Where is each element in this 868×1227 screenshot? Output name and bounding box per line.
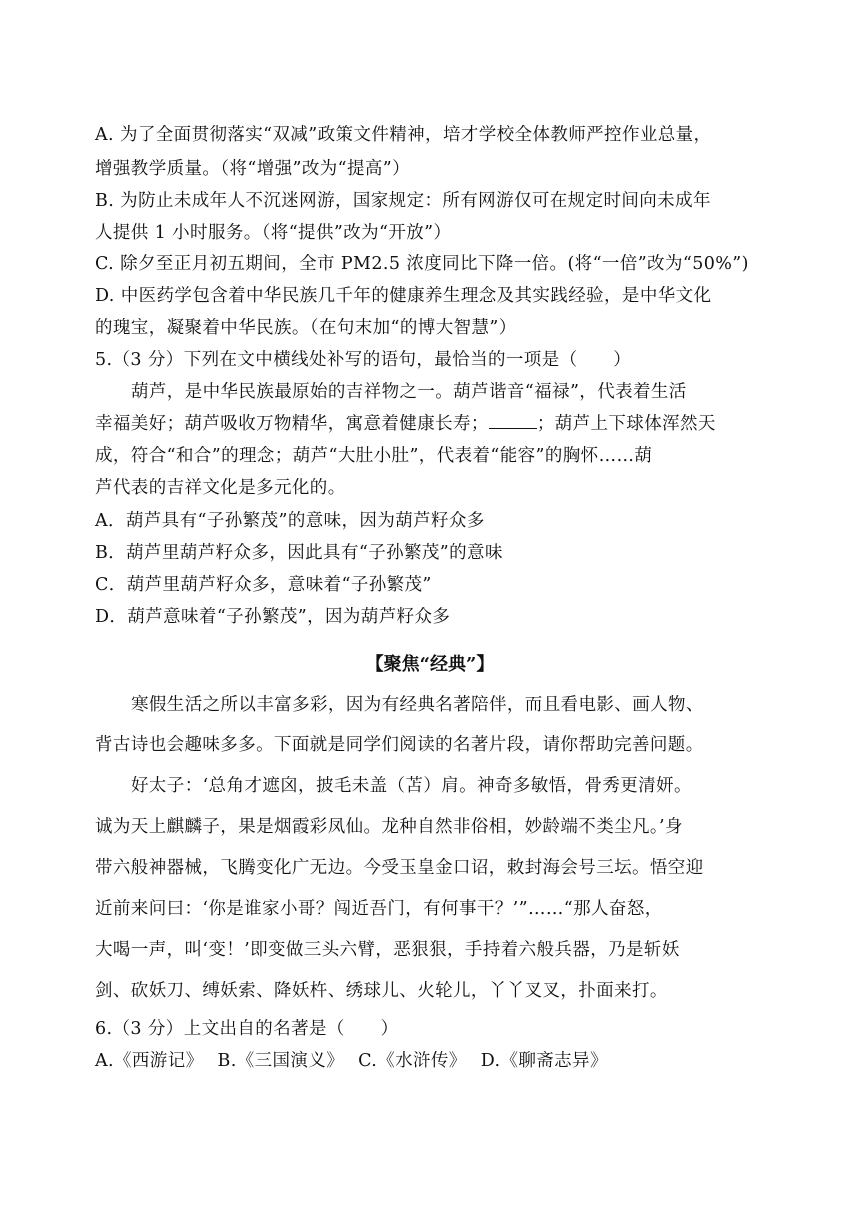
excerpt-line3: 带六般神器械，飞腾变化广无边。今受玉皇金口诏，敕封海会号三坛。悟空迎	[95, 858, 704, 878]
q5-passage-line3: 成，符合“和合”的理念；葫芦“大肚小肚”，代表着“能容”的胸怀……葫	[95, 446, 653, 466]
q4-option-a-line1: A. 为了全面贯彻落实“双减”政策文件精神，培才学校全体教师严控作业总量，	[95, 125, 712, 145]
q5-passage-line2-before: 幸福美好；葫芦吸收万物精华，寓意着健康长寿；	[95, 414, 489, 434]
q5-passage-line1: 葫芦，是中华民族最原始的吉祥物之一。葫芦谐音“福禄”，代表着生活	[131, 382, 687, 402]
q4-option-a-line2: 增强教学质量。（将“增强”改为“提高”）	[95, 159, 411, 179]
q5-option-b: B．葫芦里葫芦籽众多，因此具有“子孙繁茂”的意味	[95, 543, 503, 563]
q6-stem: 6.（3 分）上文出自的名著是（ ）	[95, 1019, 399, 1039]
q6-option-d: D.《聊斋志异》	[480, 1051, 608, 1071]
intro-line1: 寒假生活之所以丰富多彩，因为有经典名著陪伴，而且看电影、画人物、	[131, 695, 704, 715]
q5-passage-line4: 芦代表的吉祥文化是多元化的。	[95, 478, 346, 498]
q4-option-d-line2: 的瑰宝，凝聚着中华民族。（在句末加“的博大智慧”）	[95, 318, 517, 338]
intro-line2: 背古诗也会趣味多多。下面就是同学们阅读的名著片段，请你帮助完善问题。	[95, 735, 704, 755]
q6-option-a: A.《西游记》	[95, 1051, 204, 1071]
excerpt-line6: 剑、砍妖刀、缚妖索、降妖杵、绣球儿、火轮儿，丫丫叉叉，扑面来打。	[95, 981, 668, 1001]
q5-option-d: D．葫芦意味着“子孙繁茂”，因为葫芦籽众多	[95, 607, 451, 627]
q5-option-a: A．葫芦具有“子孙繁茂”的意味，因为葫芦籽众多	[95, 511, 485, 531]
excerpt-line1: 好太子：‘总角才遮囟，披毛未盖（苫）肩。神奇多敏悟，骨秀更清妍。	[131, 776, 692, 796]
q4-option-d-line1: D. 中医药学包含着中华民族几千年的健康养生理念及其实践经验，是中华文化	[95, 286, 712, 306]
excerpt-line5: 大喝一声，叫‘变！’即变做三头六臂，恶狠狠，手持着六般兵器，乃是斩妖	[95, 940, 680, 960]
q6-options	[95, 1049, 616, 1073]
q6-option-c: C.《水浒传》	[358, 1051, 467, 1071]
excerpt-line4: 近前来问曰：‘你是谁家小哥？闯近吾门，有何事干？’”……“那人奋怒，	[95, 899, 663, 919]
q4-option-b-line1: B. 为防止未成年人不沉迷网游，国家规定：所有网游仅可在规定时间向未成年	[95, 191, 711, 211]
q4-option-c: C. 除夕至正月初五期间，全市 PM2.5 浓度同比下降一倍。(将“一倍”改为“50%”)	[95, 254, 749, 274]
q6-option-b: B.《三国演义》	[217, 1051, 345, 1071]
excerpt-line2: 诚为天上麒麟子，果是烟霞彩凤仙。龙种自然非俗相，妙龄端不类尘凡。’身	[95, 817, 683, 837]
q5-stem: 5.（3 分）下列在文中横线处补写的语句，最恰当的一项是（ ）	[95, 350, 632, 370]
q4-option-b-line2: 人提供 1 小时服务。（将“提供”改为“开放”）	[95, 223, 452, 243]
section-heading: 【聚焦“经典”】	[365, 654, 495, 675]
fill-blank	[489, 412, 537, 429]
q5-option-c: C．葫芦里葫芦籽众多，意味着“子孙繁茂”	[95, 575, 432, 595]
q5-passage-line2-after: ；葫芦上下球体浑然天	[536, 414, 716, 434]
q5-passage-line2	[95, 412, 716, 436]
